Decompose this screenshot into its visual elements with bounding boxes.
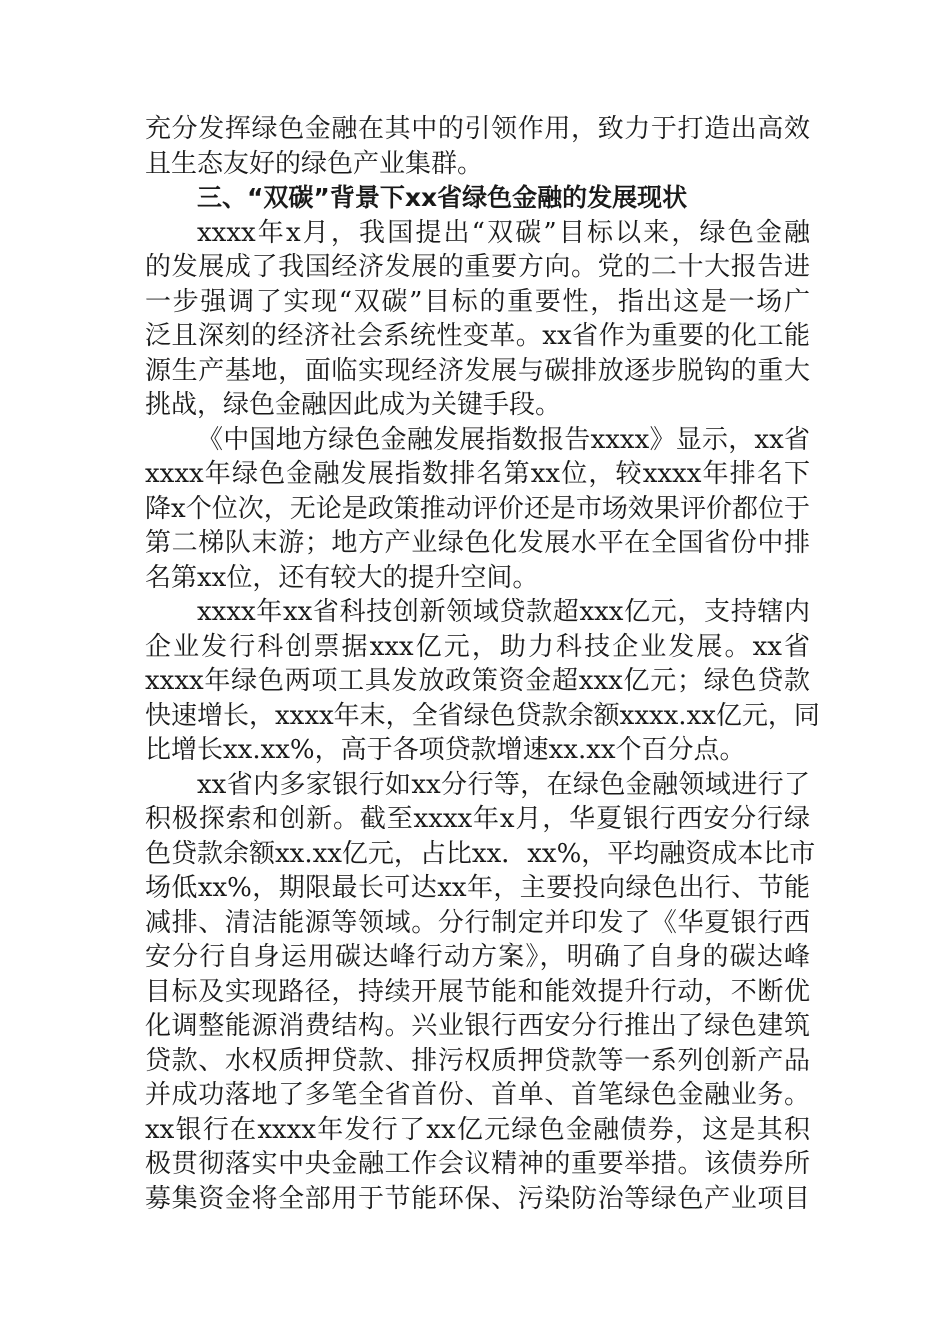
text-line: 挑战，绿色金融因此成为关键手段。 [145,390,562,420]
text-line: 泛且深刻的经济社会系统性变革。xx省作为重要的化工能 [145,321,810,351]
text-line: 企业发行科创票据xxx亿元，助力科技企业发展。xx省 [145,631,810,662]
text-line: 安分行自身运用碳达峰行动方案》，明确了自身的碳达峰 [145,942,810,972]
text-line: xxxx年x月，我国提出“双碳”目标以来，绿色金融 [197,217,810,248]
text-line: 名第xx位，还有较大的提升空间。 [145,562,539,593]
text-line: 积极探索和创新。截至xxxx年x月，华夏银行西安分行绿 [145,804,810,834]
text-line: 《中国地方绿色金融发展指数报告xxxx》显示，xx省 [197,424,810,455]
text-line: 降x个位次，无论是政策推动评价还是市场效果评价都位于 [145,493,810,524]
text-line: 第二梯队末游；地方产业绿色化发展水平在全国省份中排 [145,528,810,558]
text-line: 募集资金将全部用于节能环保、污染防治等绿色产业项目 [145,1183,810,1214]
text-line: xx银行在xxxx年发行了xx亿元绿色金融债券，这是其积 [145,1114,810,1145]
text-line: 贷款、水权质押贷款、排污权质押贷款等一系列创新产品 [145,1045,810,1076]
text-line: 化调整能源消费结构。兴业银行西安分行推出了绿色建筑 [145,1011,810,1041]
text-line: 并成功落地了多笔全省首份、首单、首笔绿色金融业务。 [145,1080,810,1110]
text-line: 目标及实现路径，持续开展节能和能效提升行动，不断优 [145,976,810,1007]
text-line: 快速增长，xxxx年末，全省绿色贷款余额xxxx.xx亿元，同 [145,700,820,731]
document-body [145,112,820,1216]
section-heading: 三、“双碳”背景下xx省绿色金融的发展现状 [197,183,688,212]
text-line: 减排、清洁能源等领域。分行制定并印发了《华夏银行西 [145,907,810,938]
text-line: 且生态友好的绿色产业集群。 [145,148,484,179]
text-line: xxxx年xx省科技创新领域贷款超xxx亿元，支持辖内 [197,597,810,627]
text-line: 源生产基地，面临实现经济发展与碳排放逐步脱钩的重大 [145,355,810,386]
text-line: xxxx年绿色两项工具发放政策资金超xxx亿元；绿色贷款 [145,666,810,696]
text-line: xxxx年绿色金融发展指数排名第xx位，较xxxx年排名下 [145,459,810,489]
text-line: 场低xx%，期限最长可达xx年，主要投向绿色出行、节能 [145,873,810,903]
text-line: 色贷款余额xx.xx亿元，占比xx．xx%，平均融资成本比市 [145,838,816,869]
text-line: 比增长xx.xx%，高于各项贷款增速xx.xx个百分点。 [145,735,746,765]
text-line: 的发展成了我国经济发展的重要方向。党的二十大报告进 [145,252,810,282]
text-line: 一步强调了实现“双碳”目标的重要性，指出这是一场广 [145,286,810,317]
text-line: 极贯彻落实中央金融工作会议精神的重要举措。该债券所 [145,1149,810,1179]
text-line: xx省内多家银行如xx分行等，在绿色金融领域进行了 [197,769,810,800]
text-line: 充分发挥绿色金融在其中的引领作用，致力于打造出高效 [145,114,810,144]
